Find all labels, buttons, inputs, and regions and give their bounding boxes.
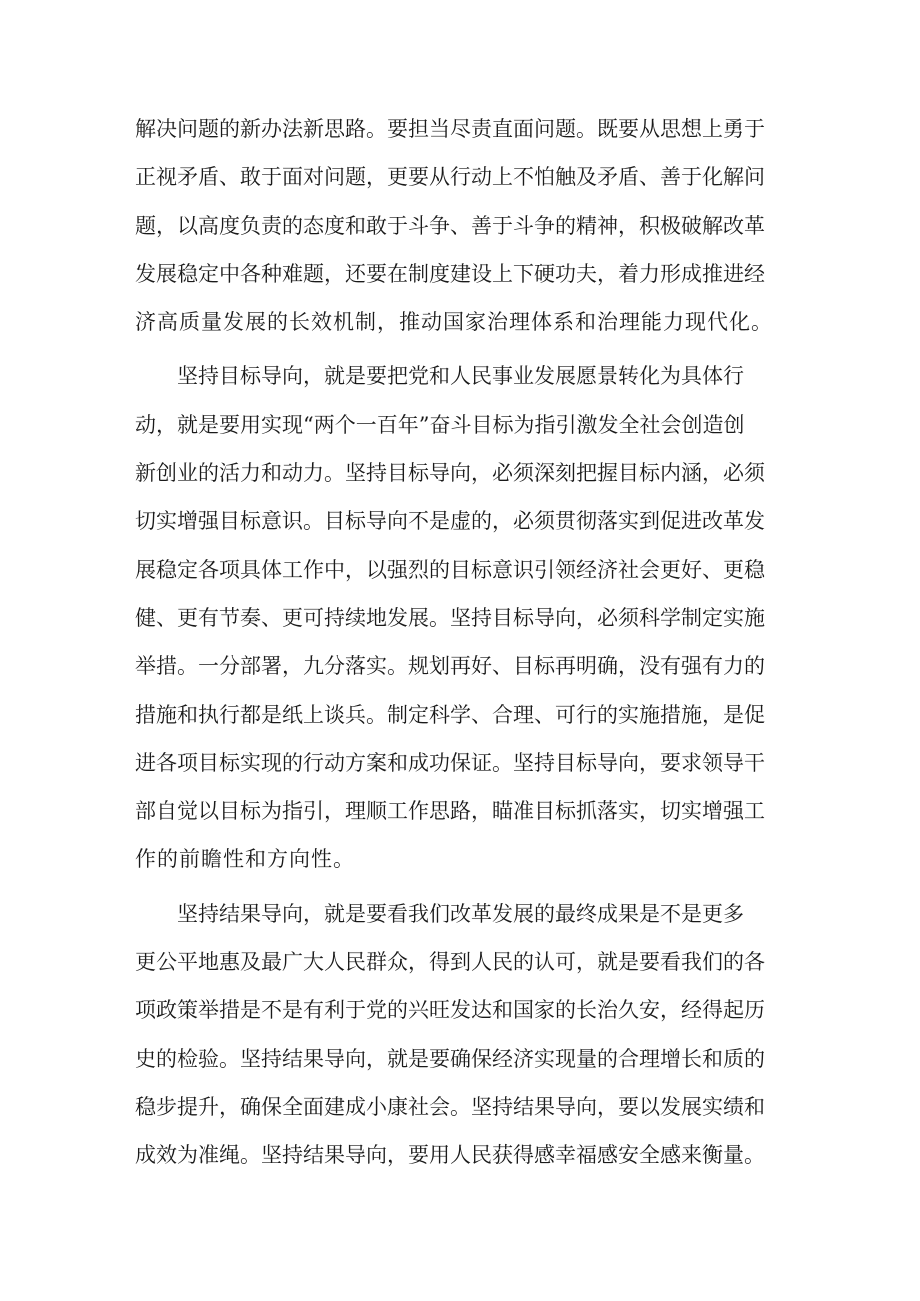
text-line: 部自觉以目标为指引，理顺工作思路，瞄准目标抓落实，切实增强工 xyxy=(135,799,765,824)
paragraph xyxy=(135,105,785,346)
text-line: 动，就是要用实现“两个一百年”奋斗目标为指引激发全社会创造创 xyxy=(135,412,745,437)
text-line: 坚持目标导向，就是要把党和人民事业发展愿景转化为具体行 xyxy=(177,364,744,389)
text-line: 健、更有节奏、更可持续地发展。坚持目标导向，必须科学制定实施 xyxy=(135,605,765,630)
text-line: 史的检验。坚持结果导向，就是要确保经济实现量的合理增长和质的 xyxy=(135,1046,765,1071)
text-line: 切实增强目标意识。目标导向不是虚的，必须贯彻落实到促进改革发 xyxy=(135,509,765,534)
text-line: 成效为准绳。坚持结果导向，要用人民获得感幸福感安全感来衡量。 xyxy=(135,1143,765,1168)
text-line: 题，以高度负责的态度和敢于斗争、善于斗争的精神，积极破解改革 xyxy=(135,213,765,238)
text-line: 坚持结果导向，就是要看我们改革发展的最终成果是不是更多 xyxy=(177,901,744,926)
text-line: 稳步提升，确保全面建成小康社会。坚持结果导向，要以发展实绩和 xyxy=(135,1094,765,1119)
text-line: 解决问题的新办法新思路。要担当尽责直面问题。既要从思想上勇于 xyxy=(135,117,765,141)
paragraph xyxy=(135,890,785,1180)
text-line: 措施和执行都是纸上谈兵。制定科学、合理、可行的实施措施，是促 xyxy=(135,702,765,727)
paragraph xyxy=(135,352,785,883)
text-line: 项政策举措是不是有利于党的兴旺发达和国家的长治久安，经得起历 xyxy=(135,998,765,1023)
text-line: 济高质量发展的长效机制，推动国家治理体系和治理能力现代化。 xyxy=(135,310,773,335)
document-body xyxy=(135,105,785,1180)
text-line: 发展稳定中各种难题，还要在制度建设上下硬功夫，着力形成推进经 xyxy=(135,261,765,286)
text-line: 展稳定各项具体工作中，以强烈的目标意识引领经济社会更好、更稳 xyxy=(135,557,765,582)
text-line: 更公平地惠及最广大人民群众，得到人民的认可，就是要看我们的各 xyxy=(135,950,765,975)
text-line: 作的前瞻性和方向性。 xyxy=(135,847,355,872)
text-line: 进各项目标实现的行动方案和成功保证。坚持目标导向，要求领导干 xyxy=(135,750,765,775)
text-line: 正视矛盾、敢于面对问题，更要从行动上不怕触及矛盾、善于化解问 xyxy=(135,165,765,190)
text-line: 新创业的活力和动力。坚持目标导向，必须深刻把握目标内涵，必须 xyxy=(135,461,765,486)
text-line: 举措。一分部署，九分落实。规划再好、目标再明确，没有强有力的 xyxy=(135,654,765,679)
